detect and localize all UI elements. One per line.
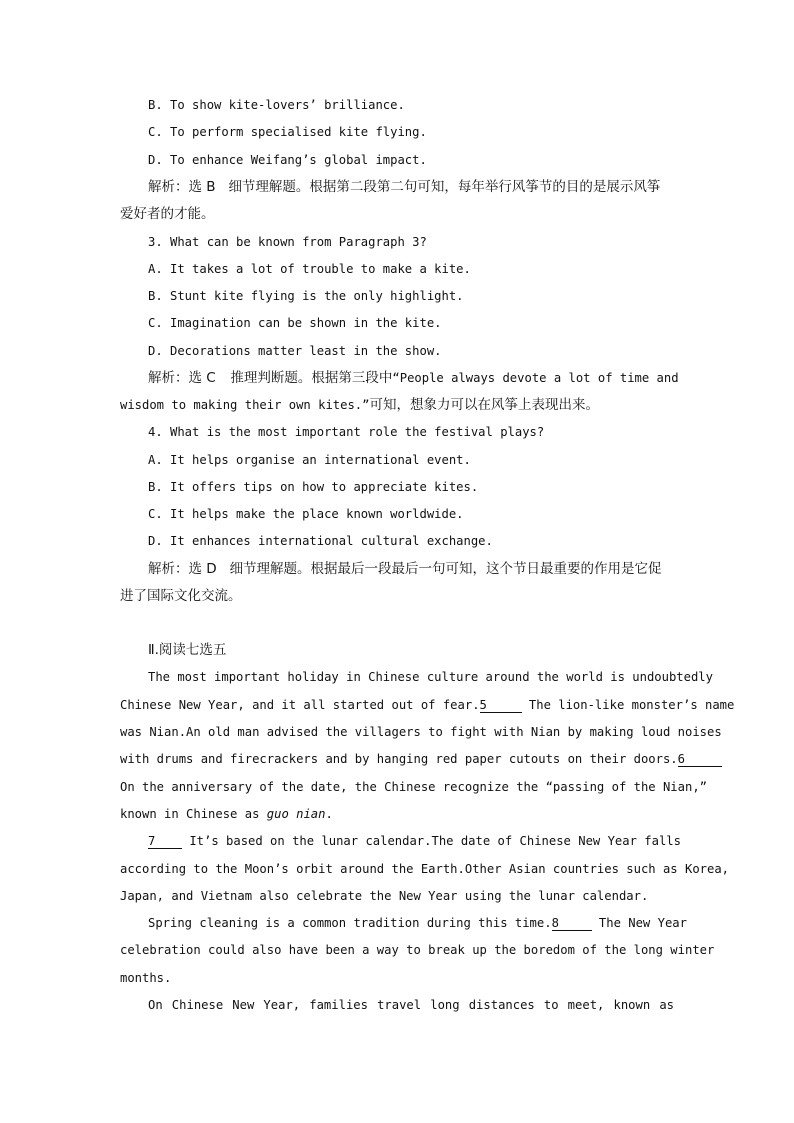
- passage-line: 7 It’s based on the lunar calendar.The date of Chinese New Year falls: [148, 834, 681, 848]
- blank-7[interactable]: 7: [148, 834, 182, 849]
- option-3a: A. It takes a lot of trouble to make a kite.: [148, 262, 471, 276]
- passage-line: months.: [120, 971, 172, 985]
- explanation-2: [148, 179, 660, 195]
- passage-line: The most important holiday in Chinese culture around the world is undoubtedly: [148, 670, 713, 684]
- option-4c: C. It helps make the place known worldwide.: [148, 507, 464, 521]
- explanation-label: 解析：选 D: [148, 561, 217, 577]
- explanation-text: 细节理解题。根据第二段第二句可知，每年举行风筝节的目的是展示风筝: [228, 179, 661, 195]
- italic-term: guo nian: [266, 807, 326, 821]
- explanation-4: [148, 561, 662, 577]
- option-3c: C. Imagination can be shown in the kite.: [148, 316, 442, 330]
- option-2c: C. To perform specialised kite flying.: [148, 125, 427, 139]
- passage-line: On the anniversary of the date, the Chinese recognize the “passing of the Nian,”: [120, 780, 707, 794]
- passage-line: according to the Moon’s orbit around the Earth.Other Asian countries such as Korea,: [120, 862, 730, 876]
- explanation-label: 解析：选 B: [148, 179, 216, 195]
- question-4: 4. What is the most important role the festival plays?: [148, 425, 545, 439]
- passage-line: celebration could also have been a way to break up the boredom of the long winter: [120, 943, 715, 957]
- option-4b: B. It offers tips on how to appreciate kites.: [148, 480, 479, 494]
- explanation-2-cont: 爱好者的才能。: [120, 206, 215, 222]
- passage-line: with drums and firecrackers and by hanging red paper cutouts on their doors.6: [120, 751, 674, 767]
- passage-line: Spring cleaning is a common tradition during this time.8 The New Year: [148, 916, 687, 930]
- option-3b: B. Stunt kite flying is the only highlight.: [148, 289, 464, 303]
- blank-5[interactable]: 5: [480, 698, 522, 713]
- explanation-4-cont: 进了国际文化交流。: [120, 588, 242, 604]
- option-2d: D. To enhance Weifang’s global impact.: [148, 153, 427, 167]
- option-4a: A. It helps organise an international event.: [148, 453, 471, 467]
- passage-line: was Nian.An old man advised the villagers to fight with Nian by making loud noises: [120, 725, 722, 739]
- explanation-text: 细节理解题。根据最后一段最后一句可知，这个节日最重要的作用是它促: [229, 561, 662, 577]
- blank-6[interactable]: 6: [678, 752, 722, 767]
- blank-8[interactable]: 8: [552, 916, 592, 931]
- passage-line: Chinese New Year, and it all started out of fear.5 The lion-like monster’s name: [120, 698, 735, 712]
- passage-line: known in Chinese as guo nian.: [120, 807, 333, 821]
- passage-line: Japan, and Vietnam also celebrate the New Year using the lunar calendar.: [120, 889, 649, 903]
- explanation-3-cont: [120, 397, 599, 413]
- option-2b: B. To show kite-lovers’ brilliance.: [148, 98, 405, 112]
- explanation-3: [148, 370, 679, 386]
- explanation-quote: “People always devote a lot of time and: [392, 371, 679, 385]
- question-3: 3. What can be known from Paragraph 3?: [148, 235, 427, 249]
- option-3d: D. Decorations matter least in the show.: [148, 344, 442, 358]
- explanation-text: 推理判断题。根据第三段中: [230, 370, 393, 386]
- section-heading: Ⅱ.阅读七选五: [148, 642, 227, 658]
- explanation-text-end: 可知，想象力可以在风筝上表现出来。: [369, 397, 599, 413]
- passage-line: On Chinese New Year, families travel long distances to meet, known as: [148, 998, 674, 1012]
- explanation-quote-end: wisdom to making their own kites.”: [120, 398, 370, 412]
- option-4d: D. It enhances international cultural exchange.: [148, 534, 493, 548]
- explanation-label: 解析：选 C: [148, 370, 216, 386]
